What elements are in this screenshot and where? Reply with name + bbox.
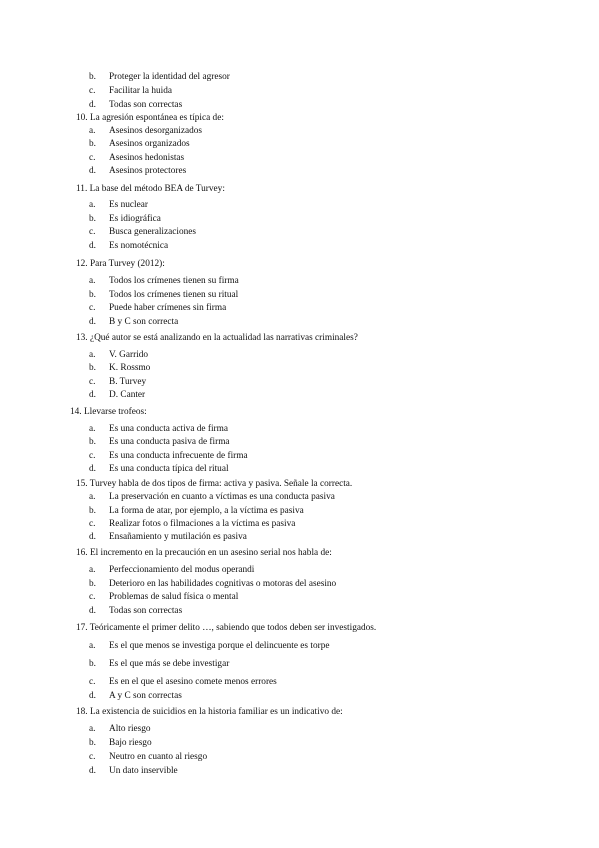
- option-text: Neutro en cuanto al riesgo: [109, 752, 208, 762]
- option-text: La preservación en cuanto a víctimas es una conducta pasiva: [109, 492, 335, 502]
- answer-option: [89, 690, 182, 702]
- answer-option: [89, 765, 178, 777]
- answer-option: [89, 376, 146, 388]
- answer-option: [89, 723, 151, 735]
- answer-option: [89, 658, 229, 670]
- answer-option: [89, 302, 226, 314]
- option-text: Es una conducta pasiva de firma: [109, 437, 230, 447]
- question-text: 18. La existencia de suicidios en la historia familiar es un indicativo de:: [76, 707, 343, 717]
- option-letter: a.: [89, 200, 96, 210]
- answer-option: [89, 138, 190, 150]
- answer-option: [89, 640, 329, 652]
- option-letter: c.: [89, 227, 96, 237]
- answer-option: [89, 505, 304, 517]
- option-letter: b.: [89, 363, 96, 373]
- option-letter: b.: [89, 437, 96, 447]
- option-letter: d.: [89, 532, 96, 542]
- answer-option: [89, 99, 182, 111]
- option-text: Alto riesgo: [109, 724, 151, 734]
- option-letter: a.: [89, 424, 96, 434]
- option-letter: d.: [89, 317, 96, 327]
- option-letter: b.: [89, 506, 96, 516]
- option-text: Un dato inservible: [109, 766, 178, 776]
- option-letter: b.: [89, 214, 96, 224]
- question-text: 12. Para Turvey (2012):: [76, 259, 165, 269]
- option-text: Todas son correctas: [109, 606, 183, 616]
- option-letter: a.: [89, 641, 96, 651]
- answer-option: [89, 199, 148, 211]
- question-text: 17. Teóricamente el primer delito …, sabiendo que todos deben ser investigados.: [76, 623, 377, 633]
- option-letter: c.: [89, 303, 96, 313]
- option-letter: c.: [89, 153, 96, 163]
- question-text: 13. ¿Qué autor se está analizando en la actualidad las narrativas criminales?: [76, 333, 358, 343]
- option-letter: d.: [89, 100, 96, 110]
- option-text: La forma de atar, por ejemplo, a la víctima es pasiva: [109, 506, 304, 516]
- option-text: Proteger la identidad del agresor: [109, 72, 230, 82]
- option-letter: d.: [89, 390, 96, 400]
- option-text: Bajo riesgo: [109, 738, 152, 748]
- option-letter: d.: [89, 464, 96, 474]
- answer-option: [89, 125, 202, 137]
- option-text: Busca generalizaciones: [109, 227, 196, 237]
- option-letter: d.: [89, 166, 96, 176]
- option-letter: c.: [89, 519, 96, 529]
- answer-option: [89, 289, 238, 301]
- option-text: A y C son correctas: [109, 691, 182, 701]
- option-letter: d.: [89, 766, 96, 776]
- option-letter: b.: [89, 72, 96, 82]
- option-text: Facilitar la huida: [109, 86, 172, 96]
- option-text: Todos los crímenes tienen su ritual: [109, 290, 239, 300]
- option-text: Es una conducta activa de firma: [109, 424, 228, 434]
- option-text: Deterioro en las habilidades cognitivas o motoras del asesino: [109, 579, 337, 589]
- option-text: Es el que menos se investiga porque el delincuente es torpe: [109, 641, 330, 651]
- option-letter: d.: [89, 691, 96, 701]
- option-letter: a.: [89, 350, 96, 360]
- option-letter: d.: [89, 606, 96, 616]
- option-letter: a.: [89, 492, 96, 502]
- option-letter: a.: [89, 724, 96, 734]
- question-text: 14. Llevarse trofeos:: [70, 407, 147, 417]
- option-letter: c.: [89, 451, 96, 461]
- answer-option: [89, 605, 182, 617]
- answer-option: [89, 423, 228, 435]
- option-text: K. Rossmo: [109, 363, 151, 373]
- question-text: 15. Turvey habla de dos tipos de firma: activa y pasiva. Señale la correcta.: [76, 479, 353, 489]
- option-text: Asesinos organizados: [109, 139, 190, 149]
- option-letter: b.: [89, 659, 96, 669]
- option-text: Perfeccionamiento del modus operandi: [109, 565, 255, 575]
- option-letter: d.: [89, 241, 96, 251]
- option-letter: c.: [89, 752, 96, 762]
- option-letter: c.: [89, 86, 96, 96]
- answer-option: [89, 518, 295, 530]
- answer-option: [89, 564, 254, 576]
- option-text: Es el que más se debe investigar: [109, 659, 230, 669]
- answer-option: [89, 226, 196, 238]
- answer-option: [89, 275, 239, 287]
- answer-option: [89, 85, 172, 97]
- answer-option: [89, 349, 148, 361]
- option-text: Es una conducta infrecuente de firma: [109, 451, 248, 461]
- answer-option: [89, 491, 335, 503]
- question-text: 10. La agresión espontánea es típica de:: [76, 113, 224, 123]
- answer-option: [89, 591, 238, 603]
- option-text: Asesinos desorganizados: [109, 126, 203, 136]
- answer-option: [89, 531, 247, 543]
- option-letter: b.: [89, 139, 96, 149]
- answer-option: [89, 737, 152, 749]
- option-letter: a.: [89, 276, 96, 286]
- option-text: Puede haber crímenes sin firma: [109, 303, 227, 313]
- option-letter: a.: [89, 126, 96, 136]
- option-text: Es una conducta típica del ritual: [109, 464, 229, 474]
- option-letter: c.: [89, 377, 96, 387]
- option-letter: c.: [89, 592, 96, 602]
- answer-option: [89, 240, 168, 252]
- option-text: Problemas de salud física o mental: [109, 592, 239, 602]
- answer-option: [89, 751, 207, 763]
- option-text: Es idiográfica: [109, 214, 161, 224]
- answer-option: [89, 463, 229, 475]
- answer-option: [89, 213, 161, 225]
- option-text: Todas son correctas: [109, 100, 183, 110]
- option-letter: a.: [89, 565, 96, 575]
- question-text: 16. El incremento en la precaución en un asesino serial nos habla de:: [76, 548, 332, 558]
- question-text: 11. La base del método BEA de Turvey:: [76, 184, 225, 194]
- option-text: Asesinos hedonistas: [109, 153, 185, 163]
- option-text: Realizar fotos o filmaciones a la víctima es pasiva: [109, 519, 296, 529]
- answer-option: [89, 578, 336, 590]
- answer-option: [89, 436, 230, 448]
- answer-option: [89, 71, 230, 83]
- option-letter: b.: [89, 738, 96, 748]
- option-text: V. Garrido: [109, 350, 149, 360]
- option-text: B. Turvey: [109, 377, 147, 387]
- option-letter: b.: [89, 290, 96, 300]
- option-text: Es nuclear: [109, 200, 148, 210]
- answer-option: [89, 152, 184, 164]
- answer-option: [89, 450, 248, 462]
- answer-option: [89, 316, 178, 328]
- answer-option: [89, 165, 186, 177]
- option-text: Es en el que el asesino comete menos errores: [109, 677, 277, 687]
- option-letter: b.: [89, 579, 96, 589]
- option-text: D. Canter: [109, 390, 146, 400]
- option-text: Ensañamiento y mutilación es pasiva: [109, 532, 247, 542]
- option-text: B y C son correcta: [109, 317, 179, 327]
- option-text: Todos los crímenes tienen su firma: [109, 276, 239, 286]
- answer-option: [89, 362, 150, 374]
- answer-option: [89, 389, 145, 401]
- option-letter: c.: [89, 677, 96, 687]
- option-text: Asesinos protectores: [109, 166, 187, 176]
- answer-option: [89, 676, 277, 688]
- option-text: Es nomotécnica: [109, 241, 169, 251]
